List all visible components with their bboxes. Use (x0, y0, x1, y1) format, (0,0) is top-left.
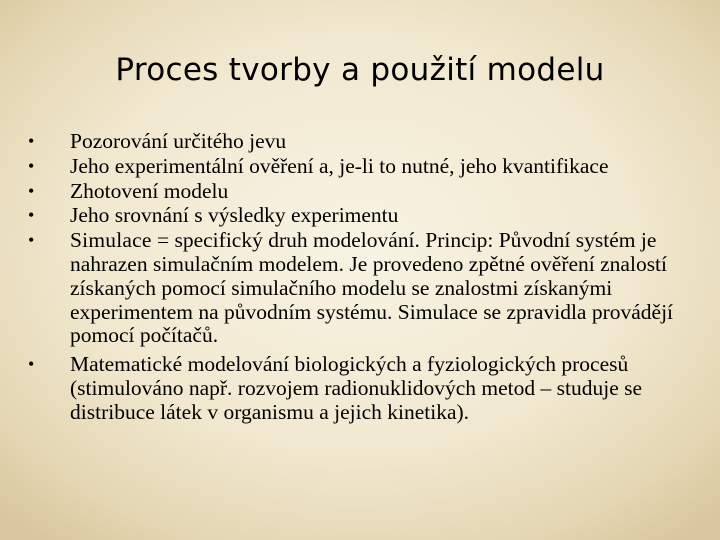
bullet-item (28, 130, 692, 154)
bullet-item-simulace (28, 229, 692, 348)
bullet-text: Jeho srovnání s výsledky experimentu (70, 203, 399, 228)
bullet-item (28, 155, 692, 179)
bullet-icon: • (28, 230, 35, 251)
bullet-text: = specifický druh modelování. Princip: Původní systém je nahrazen simulačním modelem. Je provedeno zpětné ověření znalostí získaných pomocí simulačního modelu se znalostmi získanými experimentem na původním systému. Simulace se zpravidla provádějí pomocí počítačů. (70, 228, 674, 348)
bullet-icon: • (28, 131, 35, 151)
bullet-icon: • (28, 180, 35, 201)
bullet-item (28, 353, 692, 424)
bullet-item (28, 204, 692, 228)
bullet-icon: • (28, 354, 35, 375)
bullet-text: Zhotovení modelu (70, 178, 229, 203)
slide-title: Proces tvorby a použití modelu (115, 52, 605, 88)
bullet-icon: • (28, 155, 35, 176)
bullet-icon: • (28, 205, 35, 226)
bullet-list (28, 130, 692, 430)
bullet-text: Pozorování určitého jevu (70, 129, 287, 153)
bullet-text: Jeho experimentální ověření a, je-li to nutné, jeho kvantifikace (70, 153, 609, 178)
bullet-item (28, 180, 692, 204)
bullet-text: Matematické modelování biologických a fyziologických procesů (stimulováno např. rozvojem radionuklidových metod – studuje se distribuce látek v organismu a jejich kinetika). (70, 352, 643, 424)
bullet-lead-term: Simulace (70, 228, 152, 253)
